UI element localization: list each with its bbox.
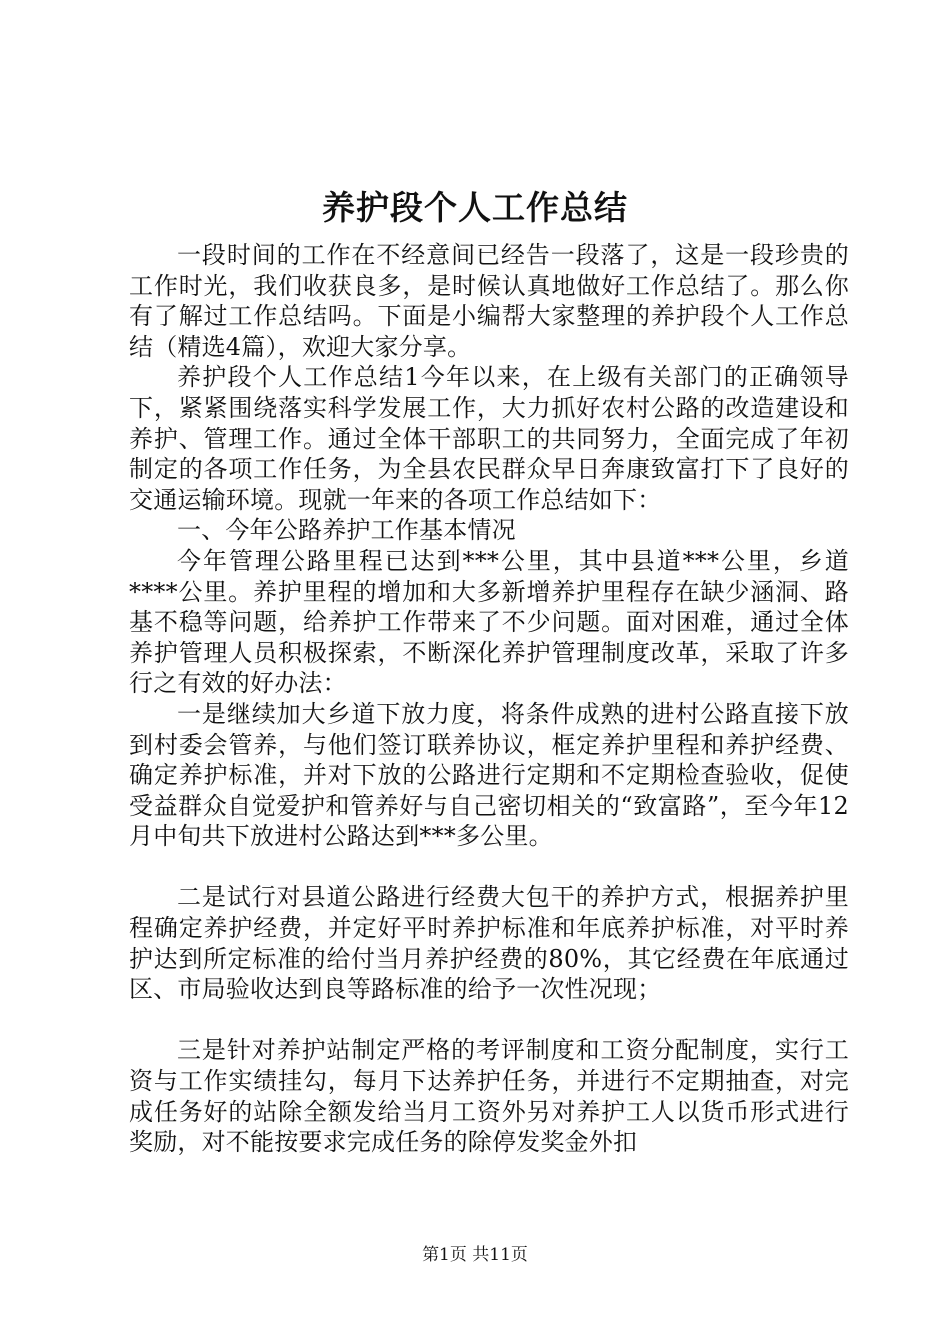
paragraph-mileage: 今年管理公路里程已达到***公里，其中县道***公里，乡道****公里。养护里程的增加和大多新增养护里程存在缺少涵洞、路基不稳等问题，给养护工作带来了不少问题。面对困难，通过全体养护管理人员积极探索，不断深化养护管理制度改革，采取了许多行之有效的好办法：: [129, 546, 849, 698]
paragraph-point-3: 三是针对养护站制定严格的考评制度和工资分配制度，实行工资与工作实绩挂勾，每月下达养护任务，并进行不定期抽查，对完成任务好的站除全额发给当月工资外另对养护工人以货币形式进行奖励，对不能按要求完成任务的除停发奖金外扣: [129, 1036, 849, 1157]
paragraph-summary-1: 养护段个人工作总结1今年以来，在上级有关部门的正确领导下，紧紧围绕落实科学发展工作，大力抓好农村公路的改造建设和养护、管理工作。通过全体干部职工的共同努力，全面完成了年初制定的各项工作任务，为全县农民群众早日奔康致富打下了良好的交通运输环境。现就一年来的各项工作总结如下：: [129, 363, 849, 514]
document-title: 养护段个人工作总结: [322, 188, 628, 227]
page-footer: 第1页 共11页: [422, 1245, 528, 1265]
paragraph-point-1: 一是继续加大乡道下放力度，将条件成熟的进村公路直接下放到村委会管养，与他们签订联养协议，框定养护里程和养护经费、确定养护标准，并对下放的公路进行定期和不定期检查验收，促使受益群众自觉爱护和管养好与自己密切相关的“致富路”，至今年12月中旬共下放进村公路达到***多公里。: [129, 699, 849, 851]
document-body: [129, 240, 849, 1158]
section-heading: 一、今年公路养护工作基本情况: [177, 516, 516, 545]
paragraph-point-2: 二是试行对县道公路进行经费大包干的养护方式，根据养护里程确定养护经费，并定好平时养护标准和年底养护标准，对平时养护达到所定标准的给付当月养护经费的80%，其它经费在年底通过区、市局验收达到良等路标准的给予一次性况现；: [129, 883, 849, 1004]
paragraph-intro: 一段时间的工作在不经意间已经告一段落了，这是一段珍贵的工作时光，我们收获良多，是时候认真地做好工作总结了。那么你有了解过工作总结吗。下面是小编帮大家整理的养护段个人工作总结（精选4篇），欢迎大家分享。: [129, 241, 849, 361]
